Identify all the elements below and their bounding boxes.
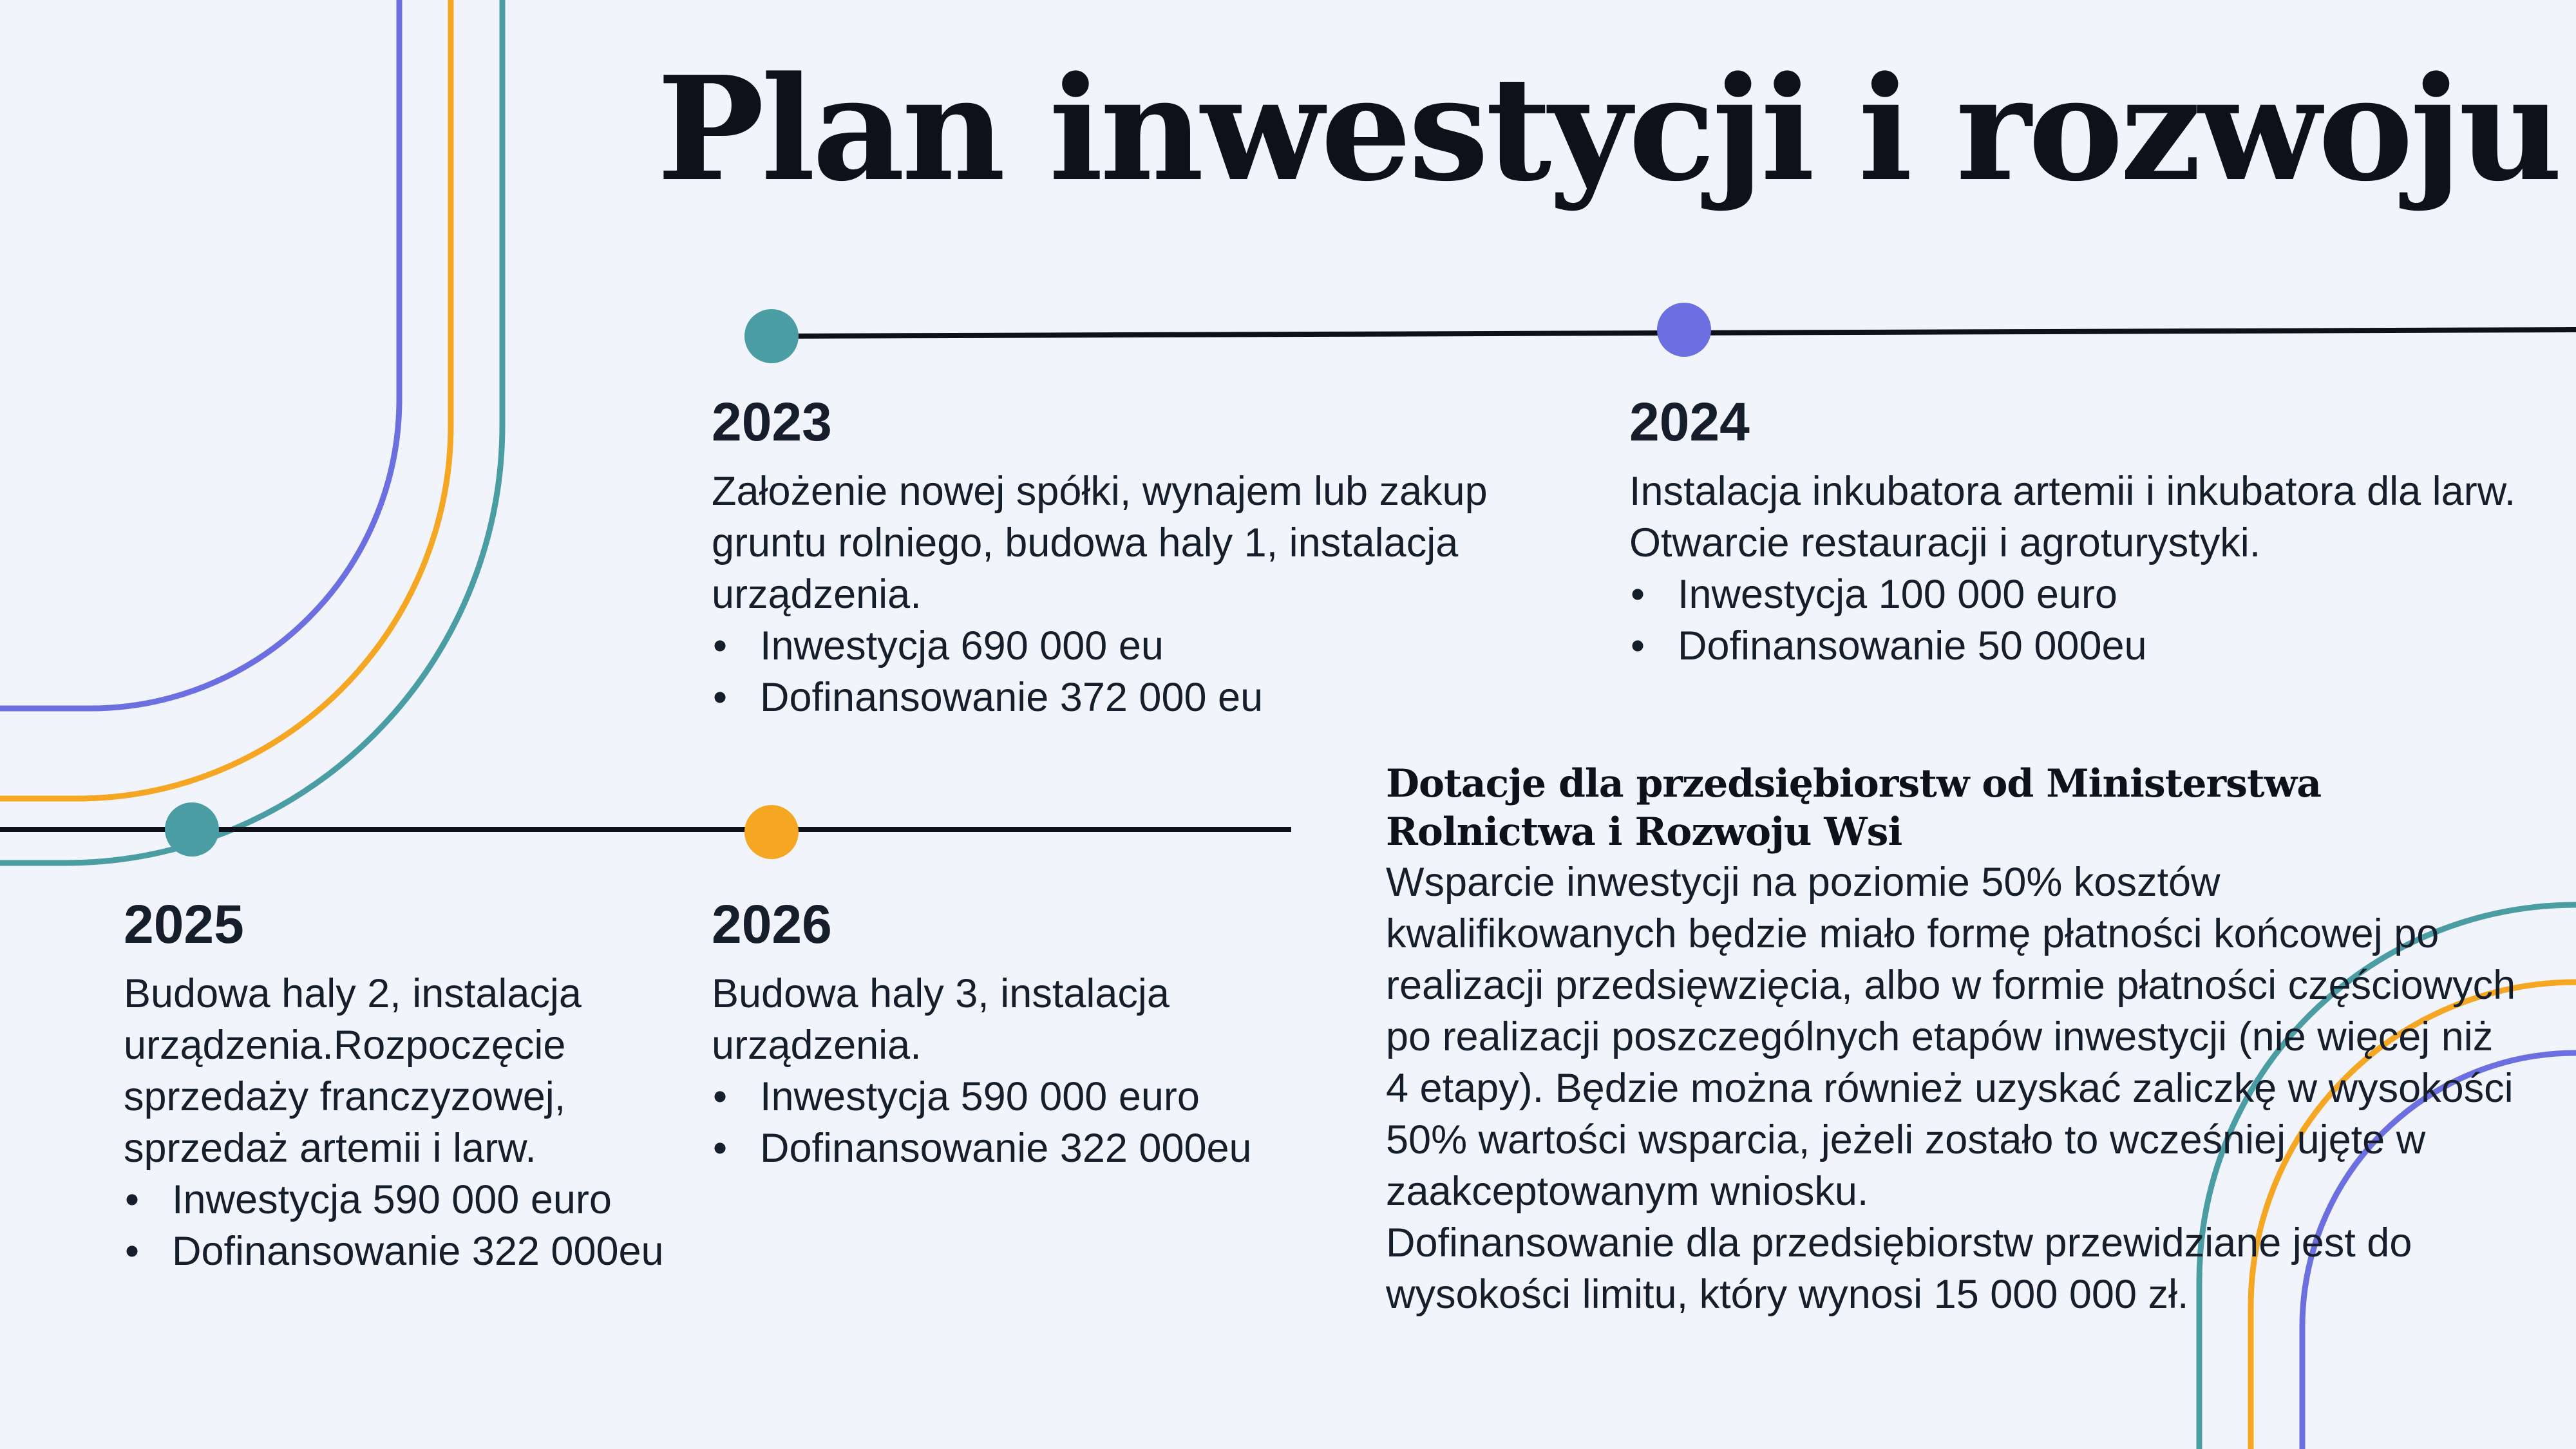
bullet-list: [712, 1071, 1330, 1174]
entry-description: Budowa haly 3, instalacja urządzenia.: [712, 971, 1170, 1068]
timeline-entry-2023: [712, 390, 1568, 723]
grant-heading: Dotacje dla przedsiębiorstw od Ministerstwa Rolnictwa i Rozwoju Wsi: [1386, 761, 2322, 855]
bullet-item: • Dofinansowanie 50 000eu: [1629, 620, 2518, 672]
bullet-item: • Dofinansowanie 322 000eu: [124, 1226, 690, 1277]
grant-paragraph-limit: Dofinansowanie dla przedsiębiorstw przewidziane jest do wysokości limitu, który wynosi 15 000 000 zł.: [1386, 1220, 2412, 1317]
purple-arc: [0, 0, 399, 708]
bullet-item: • Inwestycja 590 000 euro: [712, 1071, 1330, 1122]
bullet-item: • Inwestycja 590 000 euro: [124, 1174, 690, 1226]
year-label: 2023: [712, 392, 832, 452]
bullet-list: [712, 620, 1568, 723]
bullet-item: • Dofinansowanie 322 000eu: [712, 1122, 1330, 1174]
bullet-item: • Inwestycja 690 000 eu: [712, 620, 1568, 672]
dot-2024: [1657, 303, 1711, 357]
top-left-arcs: [0, 0, 502, 863]
year-label: 2024: [1629, 392, 1750, 452]
bullet-item: • Dofinansowanie 372 000 eu: [712, 672, 1568, 723]
grant-paragraph: Wsparcie inwestycji na poziomie 50% kosztów kwalifikowanych będzie miało formę płatności końcowej po realizacji przedsięwzięcia, albo w formie płatności częściowych po realizacji poszczególnych etapów inwestycji (nie więcej niż 4 etapy). Będzie można również uzyskać zaliczkę w wysokości 50% wartości wsparcia, jeżeli zostało to wcześniej ujęte w zaakceptowanym wniosku.: [1386, 860, 2516, 1214]
entry-description: Budowa haly 2, instalacja urządzenia.Rozpoczęcie sprzedaży franczyzowej, sprzedaż artemii i larw.: [124, 971, 582, 1171]
timeline-entry-2026: [712, 892, 1330, 1174]
dot-2025: [165, 802, 219, 857]
dot-2023: [744, 309, 799, 363]
bullet-item: • Inwestycja 100 000 euro: [1629, 569, 2518, 620]
page-title: Plan inwestycji i rozwoju: [657, 46, 2560, 213]
dot-2026: [744, 805, 799, 859]
entry-description: Instalacja inkubatora artemii i inkubatora dla larw. Otwarcie restauracji i agroturystyki.: [1629, 469, 2516, 565]
timeline-entry-2025: [124, 892, 690, 1277]
year-label: 2025: [124, 894, 244, 954]
teal-arc: [0, 0, 502, 863]
bullet-list: [1629, 569, 2518, 672]
grant-info: [1386, 760, 2519, 1320]
year-label: 2026: [712, 894, 832, 954]
bullet-list: [124, 1174, 690, 1277]
timeline-entry-2024: [1629, 390, 2518, 672]
entry-description: Założenie nowej spółki, wynajem lub zakup gruntu rolniego, budowa haly 1, instalacja urządzenia.: [712, 469, 1488, 617]
